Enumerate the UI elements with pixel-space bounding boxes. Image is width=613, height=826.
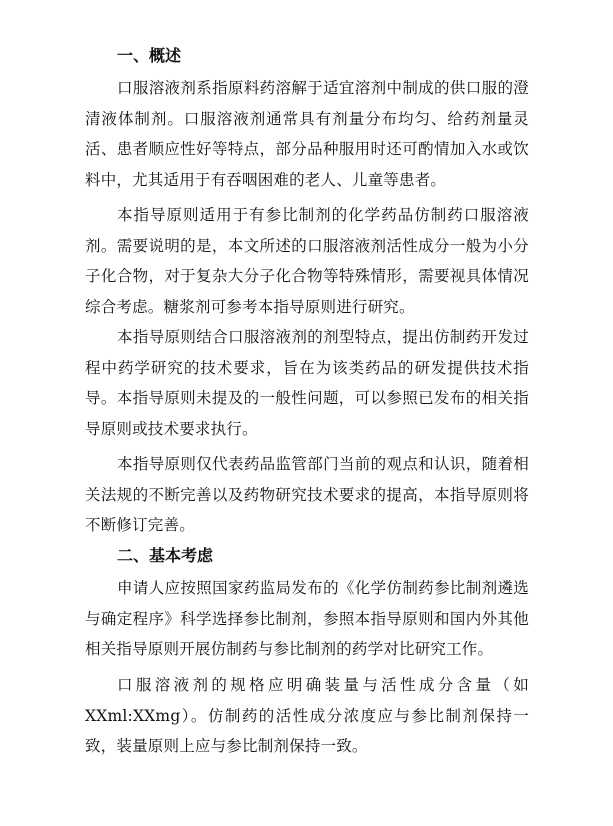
paragraph-specification: 口服溶液剂的规格应明确装量与活性成分含量（如XXml:XXmg）。仿制药的活性成分浓度应与参比制剂保持一致，装量原则上应与参比制剂保持一致。 (85, 676, 529, 756)
paragraph-reference-product: 申请人应按照国家药监局发布的《化学仿制药参比制剂遴选与确定程序》科学选择参比制剂，参照本指导原则和国内外其他相关指导原则开展仿制药与参比制剂的药学对比研究工作。 (85, 579, 529, 659)
section-heading-overview: 一、概述 (117, 46, 182, 65)
paragraph-definition: 口服溶液剂系指原料药溶解于适宜溶剂中制成的供口服的澄清液体制剂。口服溶液剂通常具有剂量分布均匀、给药剂量灵活、患者顺应性好等特点，部分品种服用时还可酌情加入水或饮料中，尤其适用于有吞咽困难的老人、儿童等患者。 (85, 79, 529, 189)
paragraph-disclaimer: 本指导原则仅代表药品监管部门当前的观点和认识，随着相关法规的不断完善以及药物研究技术要求的提高，本指导原则将不断修订完善。 (85, 455, 529, 535)
paragraph-scope: 本指导原则适用于有参比制剂的化学药品仿制药口服溶液剂。需要说明的是，本文所述的口服溶液剂活性成分一般为小分子化合物，对于复杂大分子化合物等特殊情形，需要视具体情况综合考虑。糖浆剂可参考本指导原则进行研究。 (85, 206, 529, 316)
section-heading-basic-considerations: 二、基本考虑 (117, 546, 214, 565)
paragraph-purpose: 本指导原则结合口服溶液剂的剂型特点，提出仿制药开发过程中药学研究的技术要求，旨在为该类药品的研发提供技术指导。本指导原则未提及的一般性问题，可以参照已发布的相关指导原则或技术要求执行。 (85, 328, 529, 438)
